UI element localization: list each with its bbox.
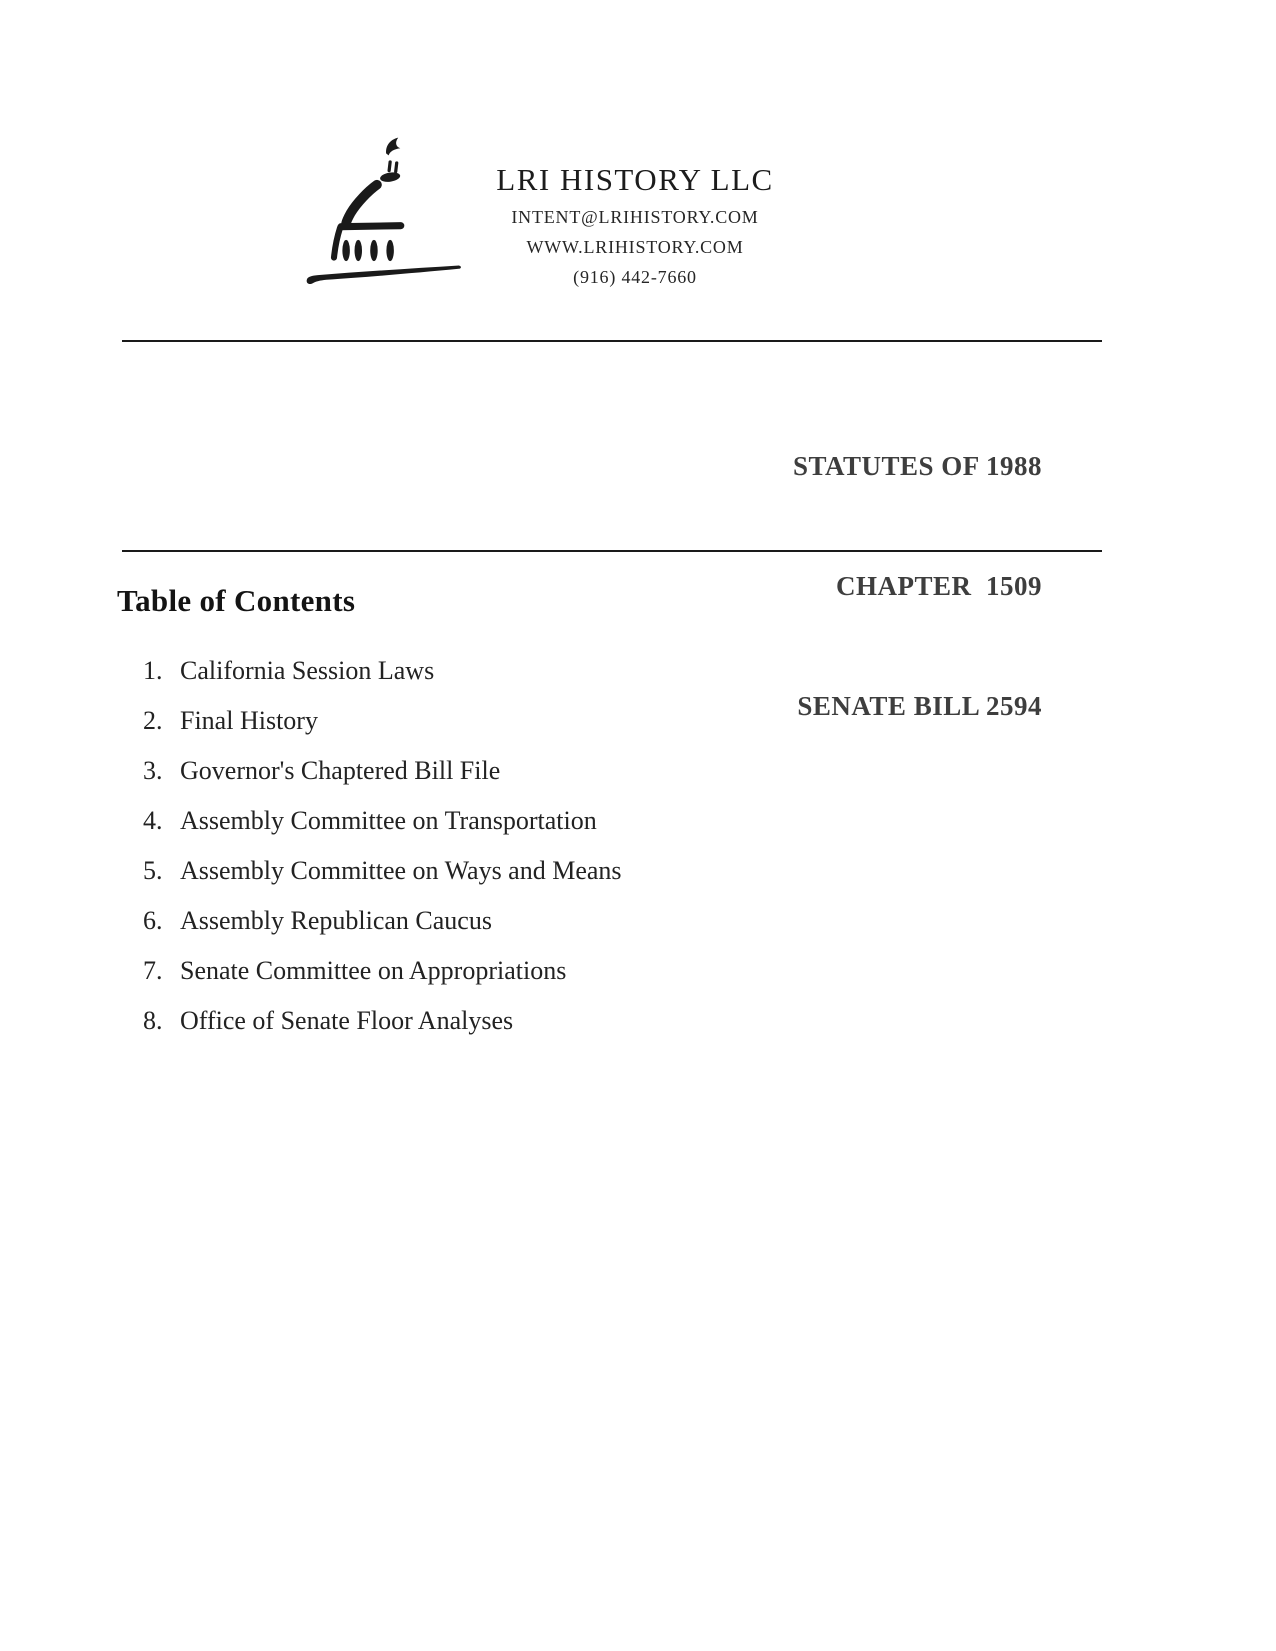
toc-item-number: 8. xyxy=(143,1006,163,1035)
horizontal-rule-bottom xyxy=(122,550,1102,552)
toc-item-number: 5. xyxy=(143,856,163,885)
toc-list xyxy=(117,655,1017,1055)
toc-item-label: Senate Committee on Appropriations xyxy=(180,956,567,985)
toc-item-number: 7. xyxy=(143,956,163,985)
toc-item xyxy=(117,805,1017,836)
toc-item xyxy=(117,755,1017,786)
toc-item xyxy=(117,705,1017,736)
toc-item xyxy=(117,1005,1017,1036)
toc-item-label: Assembly Committee on Ways and Means xyxy=(180,856,622,885)
company-email: INTENT@LRIHISTORY.COM xyxy=(511,207,759,227)
toc-item-label: Final History xyxy=(180,706,318,735)
toc-heading: Table of Contents xyxy=(117,583,356,618)
statutes-year-line: STATUTES OF 1988 xyxy=(792,451,1042,481)
toc-item-label: Office of Senate Floor Analyses xyxy=(180,1006,514,1035)
toc-item xyxy=(117,905,1017,936)
toc-item xyxy=(117,655,1017,686)
toc-item-number: 1. xyxy=(143,656,163,685)
senate-bill-line: SENATE BILL 2594 xyxy=(797,691,1042,721)
toc-item-label: Governor's Chaptered Bill File xyxy=(180,756,501,785)
company-phone: (916) 442-7660 xyxy=(573,267,697,287)
toc-item xyxy=(117,855,1017,886)
chapter-line: CHAPTER 1509 xyxy=(835,571,1042,601)
toc-item-label: Assembly Republican Caucus xyxy=(180,906,492,935)
toc-item-number: 2. xyxy=(143,706,163,735)
toc-item-number: 4. xyxy=(143,806,163,835)
letterhead xyxy=(430,158,840,292)
company-name: LRI HISTORY LLC xyxy=(496,162,774,197)
toc-item-label: California Session Laws xyxy=(180,656,435,685)
company-website: WWW.LRIHISTORY.COM xyxy=(526,237,744,257)
toc-item-number: 6. xyxy=(143,906,163,935)
toc-item-label: Assembly Committee on Transportation xyxy=(180,806,597,835)
toc-item-number: 3. xyxy=(143,756,163,785)
horizontal-rule-top xyxy=(122,340,1102,342)
toc-item xyxy=(117,955,1017,986)
